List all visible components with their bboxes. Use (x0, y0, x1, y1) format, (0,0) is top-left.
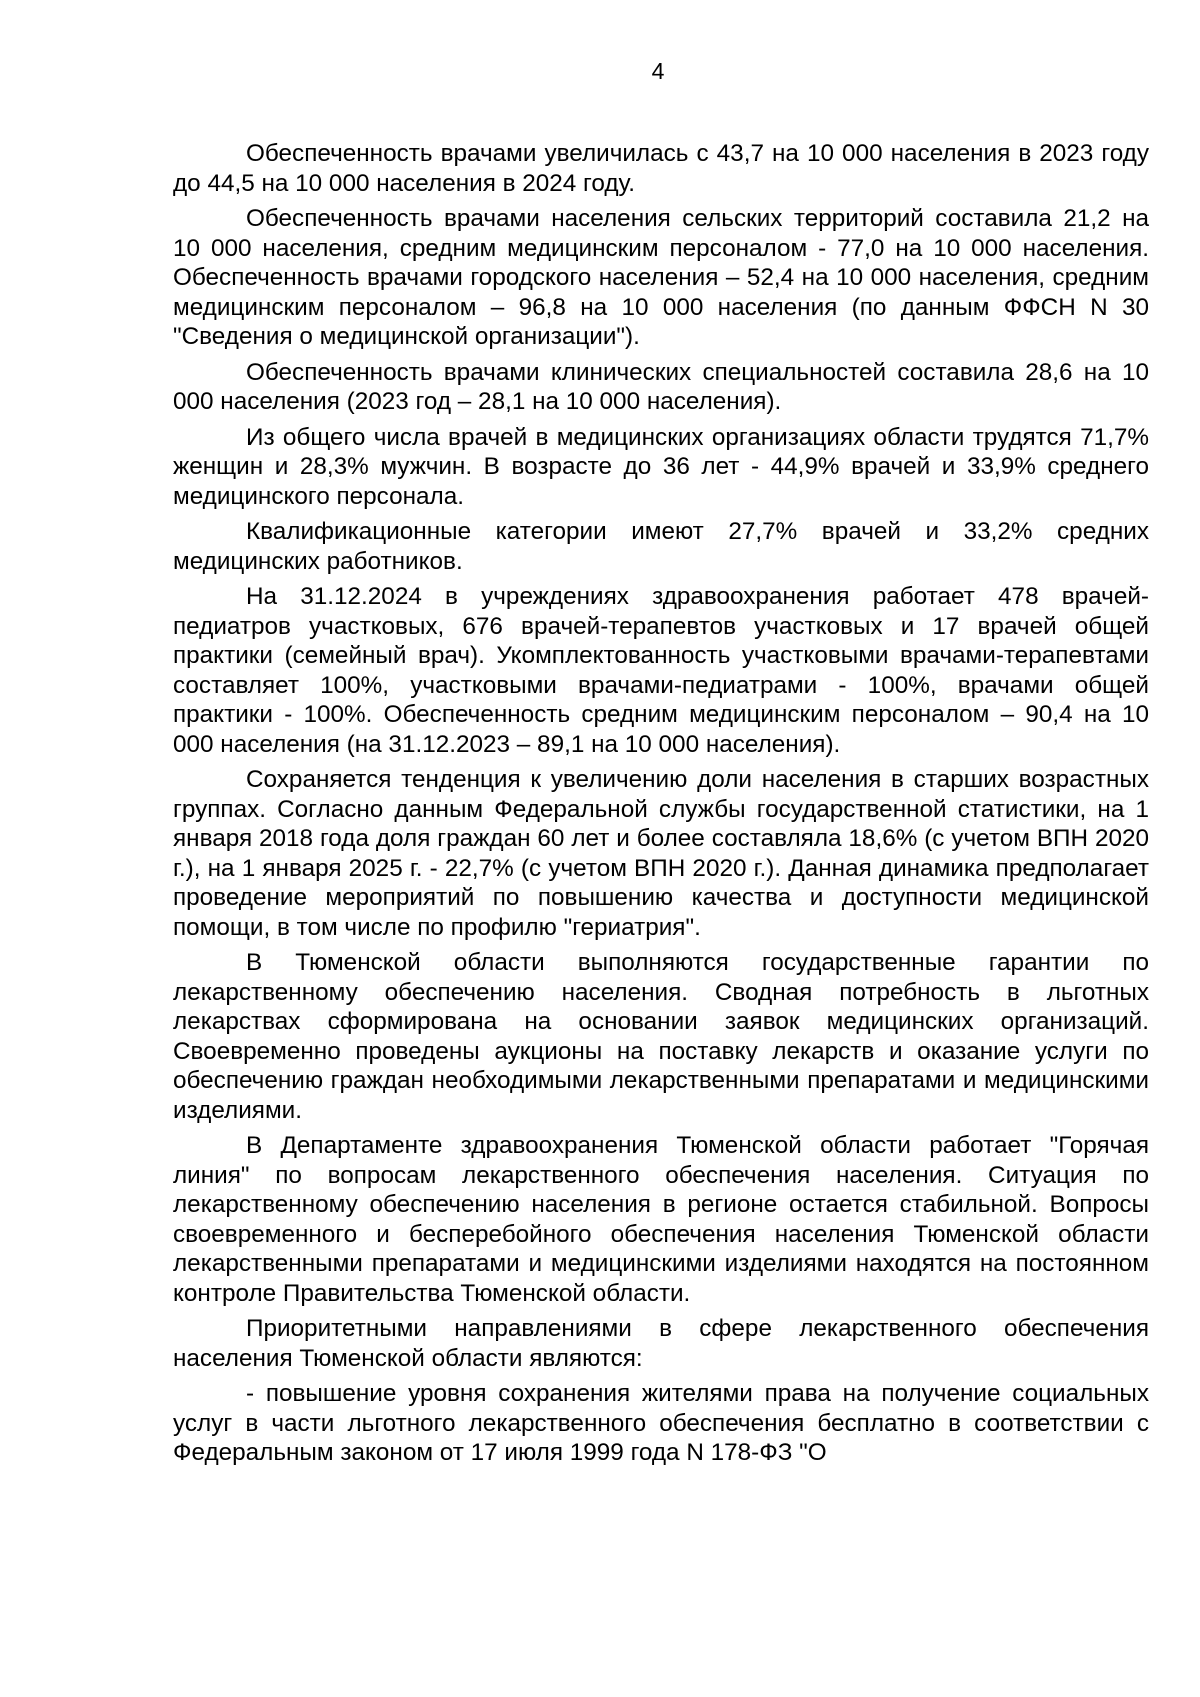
paragraph-gender-age: Из общего числа врачей в медицинских организациях области трудятся 71,7% женщин и 28,3% мужчин. В возрасте до 36 лет - 44,9% врачей и 33,9% среднего медицинского персонала. (173, 423, 1149, 510)
paragraph-clinical-specialists: Обеспеченность врачами клинических специальностей составила 28,6 на 10 000 населения (2023 год – 28,1 на 10 000 населения). (173, 358, 1149, 415)
paragraph-rural-urban-provision: Обеспеченность врачами населения сельских территорий составила 21,2 на 10 000 населения, средним медицинским персоналом - 77,0 на 10 000 населения. Обеспеченность врачами городского населения – 52,4 на 10 000 населения, средним медицинским персоналом – 96,8 на 10 000 населения (по данным ФФСН N 30 "Сведения о медицинской организации"). (173, 205, 1149, 350)
paragraph-drug-guarantees: В Тюменской области выполняются государственные гарантии по лекарственному обеспечению населения. Сводная потребность в льготных лекарствах сформирована на основании заявок медицинских организаций. Своевременно проведены аукционы на поставку лекарств и оказание услуги по обеспечению граждан необходимыми лекарственными препаратами и медицинскими изделиями. (173, 949, 1149, 1124)
paragraph-qualification: Квалификационные категории имеют 27,7% врачей и 33,2% средних медицинских работников. (173, 518, 1149, 575)
paragraph-hotline: В Департаменте здравоохранения Тюменской области работает "Горячая линия" по вопросам лекарственного обеспечения населения. Ситуация по лекарственному обеспечению населения в регионе остается стабильной. Вопросы своевременного и бесперебойного обеспечения населения Тюменской области лекарственными препаратами и медицинскими изделиями находятся на постоянном контроле Правительства Тюменской области. (173, 1132, 1149, 1307)
page-number: 4 (651, 58, 665, 84)
document-body (173, 139, 1149, 1474)
paragraph-district-doctors: На 31.12.2024 в учреждениях здравоохранения работает 478 врачей-педиатров участковых, 676 врачей-терапевтов участковых и 17 врачей общей практики (семейный врач). Укомплектованность участковыми врачами-терапевтами составляет 100%, участковыми врачами-педиатрами - 100%, врачами общей практики - 100%. Обеспеченность средним медицинским персоналом – 90,4 на 10 000 населения (на 31.12.2023 – 89,1 на 10 000 населения). (173, 583, 1149, 758)
paragraph-doctor-provision: Обеспеченность врачами увеличилась с 43,7 на 10 000 населения в 2023 году до 44,5 на 10 000 населения в 2024 году. (173, 140, 1149, 197)
paragraph-aging-population: Сохраняется тенденция к увеличению доли населения в старших возрастных группах. Согласно данным Федеральной службы государственной статистики, на 1 января 2018 года доля граждан 60 лет и более составляла 18,6% (с учетом ВПН 2020 г.), на 1 января 2025 г. - 22,7% (с учетом ВПН 2020 г.). Данная динамика предполагает проведение мероприятий по повышению качества и доступности медицинской помощи, в том числе по профилю "гериатрия". (173, 766, 1149, 941)
paragraph-priorities: Приоритетными направлениями в сфере лекарственного обеспечения населения Тюменской области являются: (173, 1315, 1149, 1372)
paragraph-priority-item: - повышение уровня сохранения жителями права на получение социальных услуг в части льготного лекарственного обеспечения бесплатно в соответствии с Федеральным законом от 17 июля 1999 года N 178-ФЗ "О (173, 1380, 1149, 1466)
